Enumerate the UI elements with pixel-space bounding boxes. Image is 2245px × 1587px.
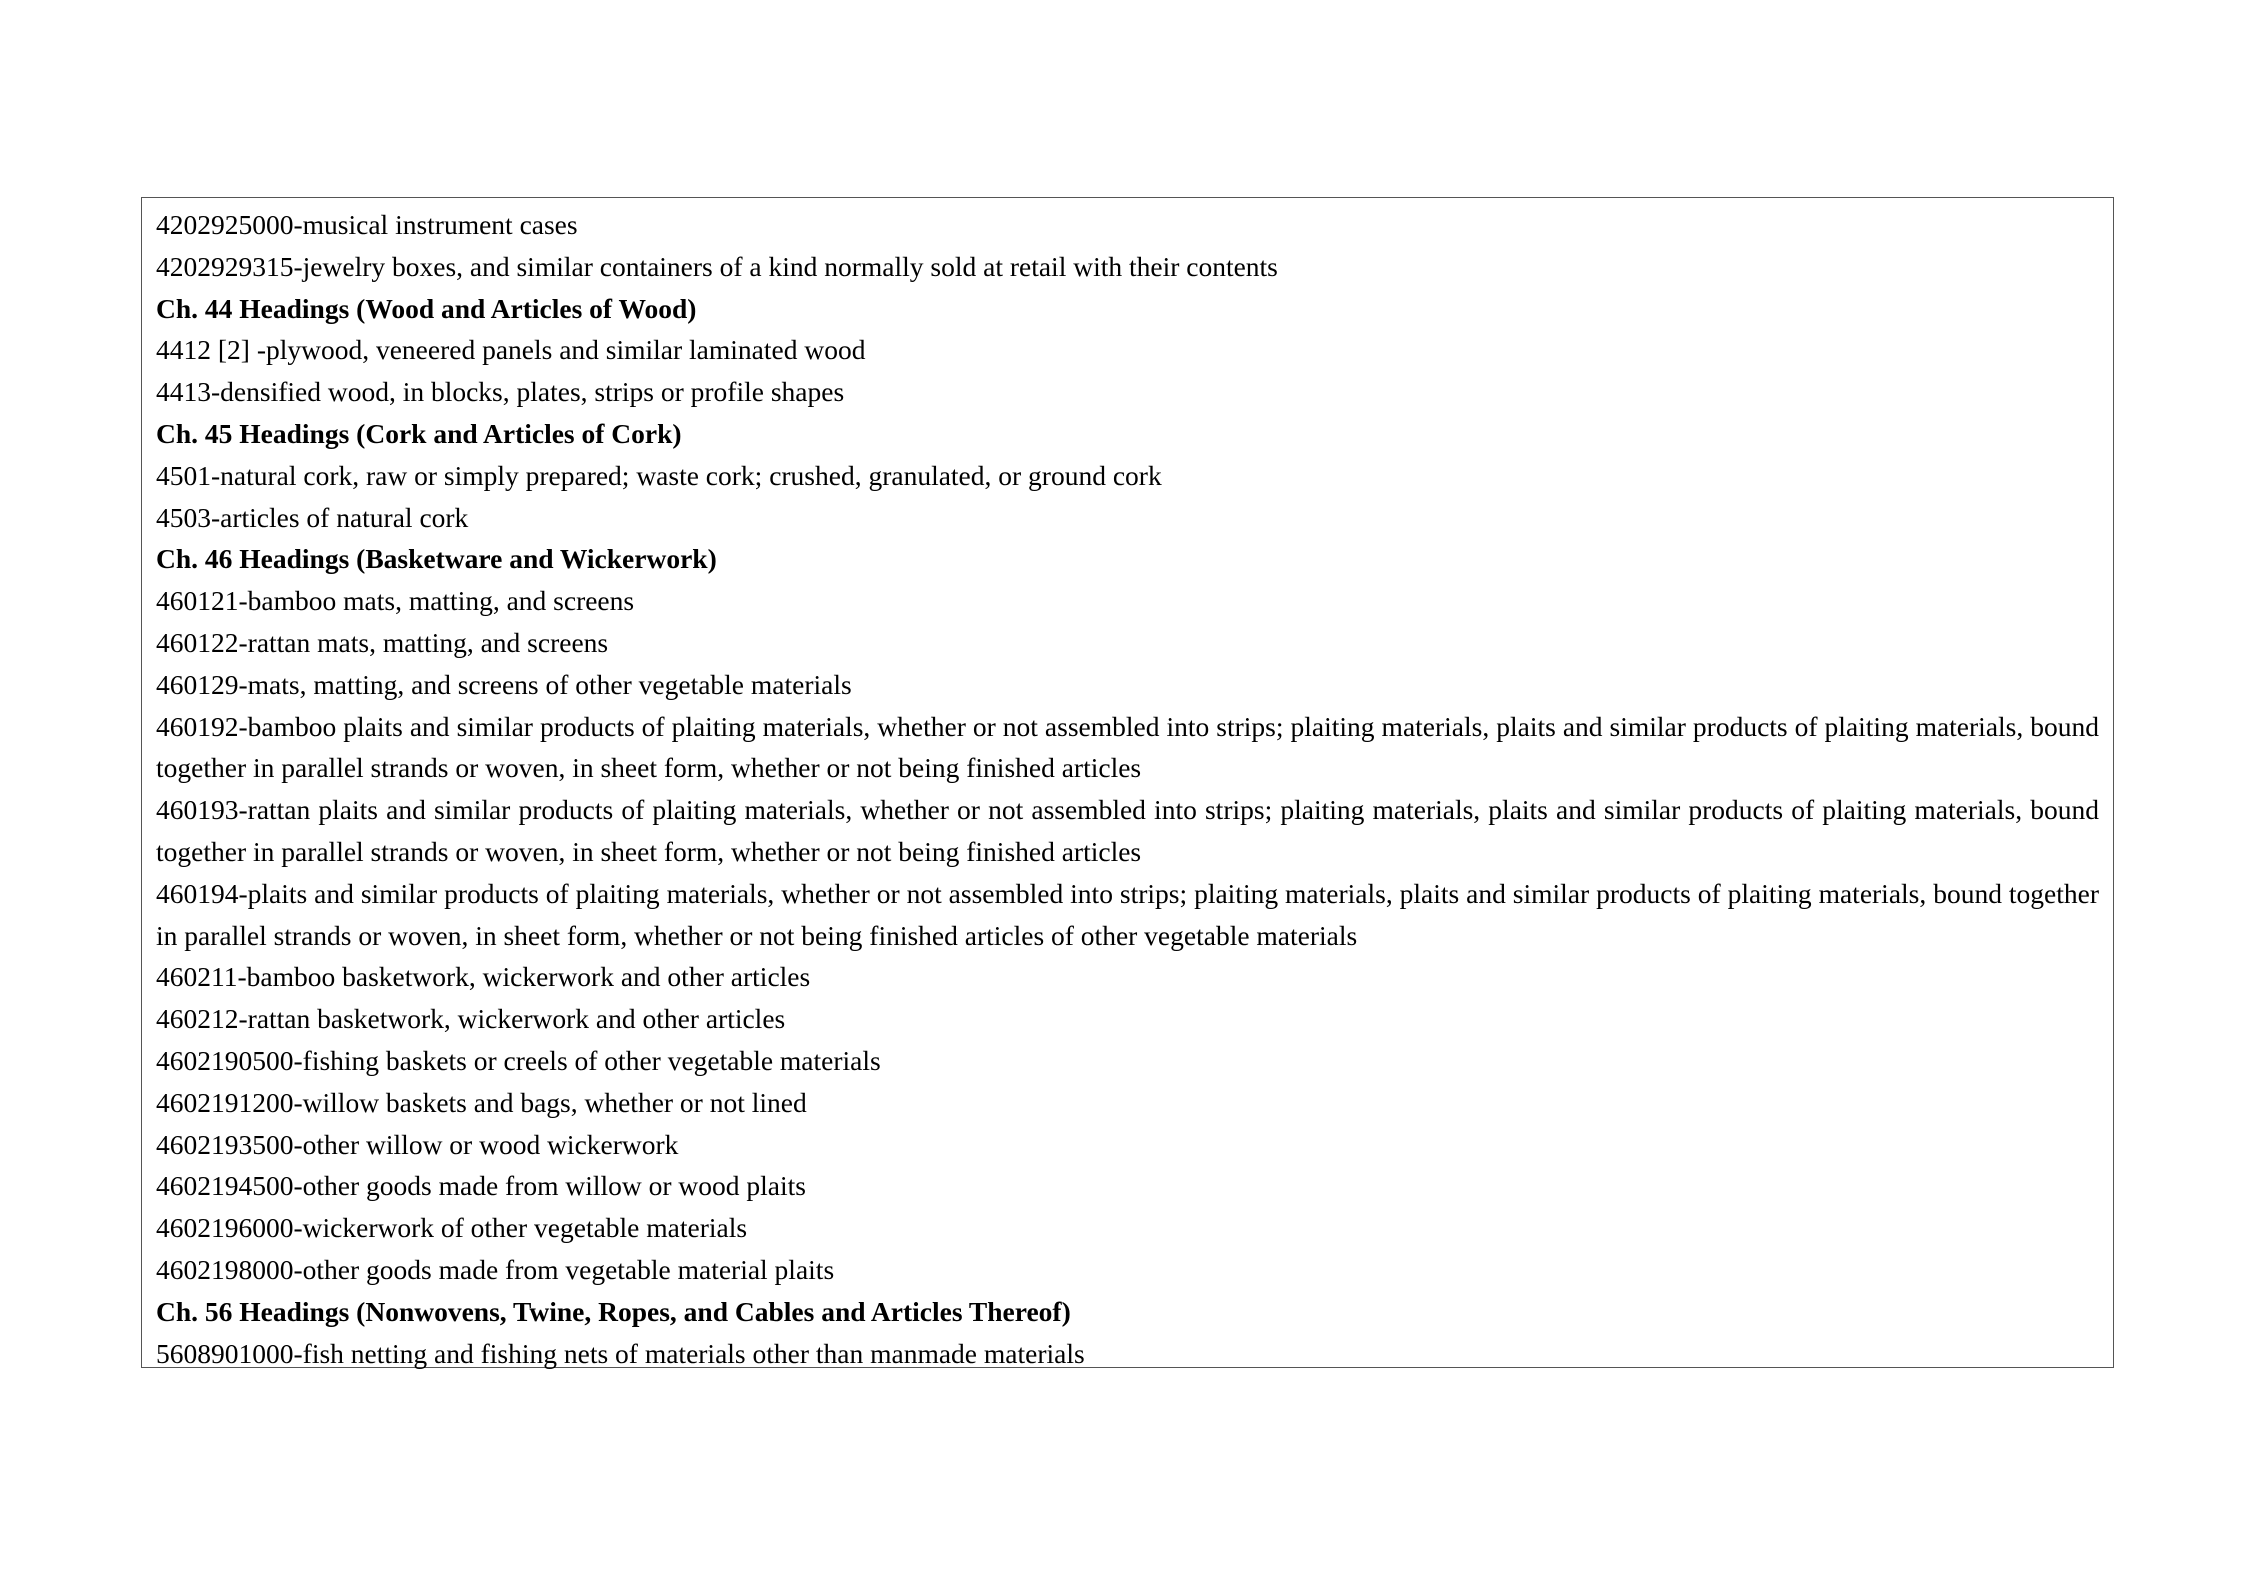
- entry-4503: 4503-articles of natural cork: [156, 501, 469, 533]
- chapter-45-heading: Ch. 45 Headings (Cork and Articles of Cork): [156, 417, 682, 449]
- tariff-heading-list: [141, 197, 2114, 1368]
- entry-460194: 460194-plaits and similar products of plaiting materials, whether or not assembled into strips; plaiting materials, plaits and similar products of plaiting materials, bound together in parallel strands or woven, in sheet form, whether or not being finished articles of other vegetable materials: [156, 877, 2099, 951]
- entry-4602194500: 4602194500-other goods made from willow or wood plaits: [156, 1170, 806, 1202]
- entry-460129: 460129-mats, matting, and screens of other vegetable materials: [156, 668, 852, 700]
- entry-4602191200: 4602191200-willow baskets and bags, whether or not lined: [156, 1086, 807, 1118]
- entry-460193: 460193-rattan plaits and similar products of plaiting materials, whether or not assembled into strips; plaiting materials, plaits and similar products of plaiting materials, bound together in parallel strands or woven, in sheet form, whether or not being finished articles: [156, 794, 2099, 867]
- entry-4602190500: 4602190500-fishing baskets or creels of other vegetable materials: [156, 1044, 881, 1076]
- entry-4412: 4412 [2] -plywood, veneered panels and similar laminated wood: [156, 334, 866, 366]
- entry-460121: 460121-bamboo mats, matting, and screens: [156, 585, 635, 617]
- chapter-46-heading: Ch. 46 Headings (Basketware and Wickerwork): [156, 543, 717, 575]
- entry-4602198000: 4602198000-other goods made from vegetable material plaits: [156, 1253, 835, 1285]
- entry-4202929315: 4202929315-jewelry boxes, and similar containers of a kind normally sold at retail with their contents: [156, 250, 1278, 282]
- entry-460211: 460211-bamboo basketwork, wickerwork and other articles: [156, 961, 811, 993]
- entry-460192: 460192-bamboo plaits and similar products of plaiting materials, whether or not assembled into strips; plaiting materials, plaits and similar products of plaiting materials, bound together in parallel strands or woven, in sheet form, whether or not being finished articles: [156, 710, 2099, 784]
- entry-4202925000: 4202925000-musical instrument cases: [156, 209, 578, 240]
- chapter-44-heading: Ch. 44 Headings (Wood and Articles of Wood): [156, 292, 697, 324]
- entry-4413: 4413-densified wood, in blocks, plates, strips or profile shapes: [156, 376, 845, 408]
- chapter-56-heading: Ch. 56 Headings (Nonwovens, Twine, Ropes, and Cables and Articles Thereof): [156, 1295, 1071, 1327]
- entry-5608901000: 5608901000-fish netting and fishing nets of materials other than manmade materials: [156, 1337, 1085, 1369]
- entry-460212: 460212-rattan basketwork, wickerwork and other articles: [156, 1003, 786, 1035]
- entry-4501: 4501-natural cork, raw or simply prepared; waste cork; crushed, granulated, or ground cork: [156, 459, 1162, 491]
- entry-460122: 460122-rattan mats, matting, and screens: [156, 626, 609, 658]
- entry-4602193500: 4602193500-other willow or wood wickerwork: [156, 1128, 679, 1160]
- entry-4602196000: 4602196000-wickerwork of other vegetable materials: [156, 1212, 748, 1244]
